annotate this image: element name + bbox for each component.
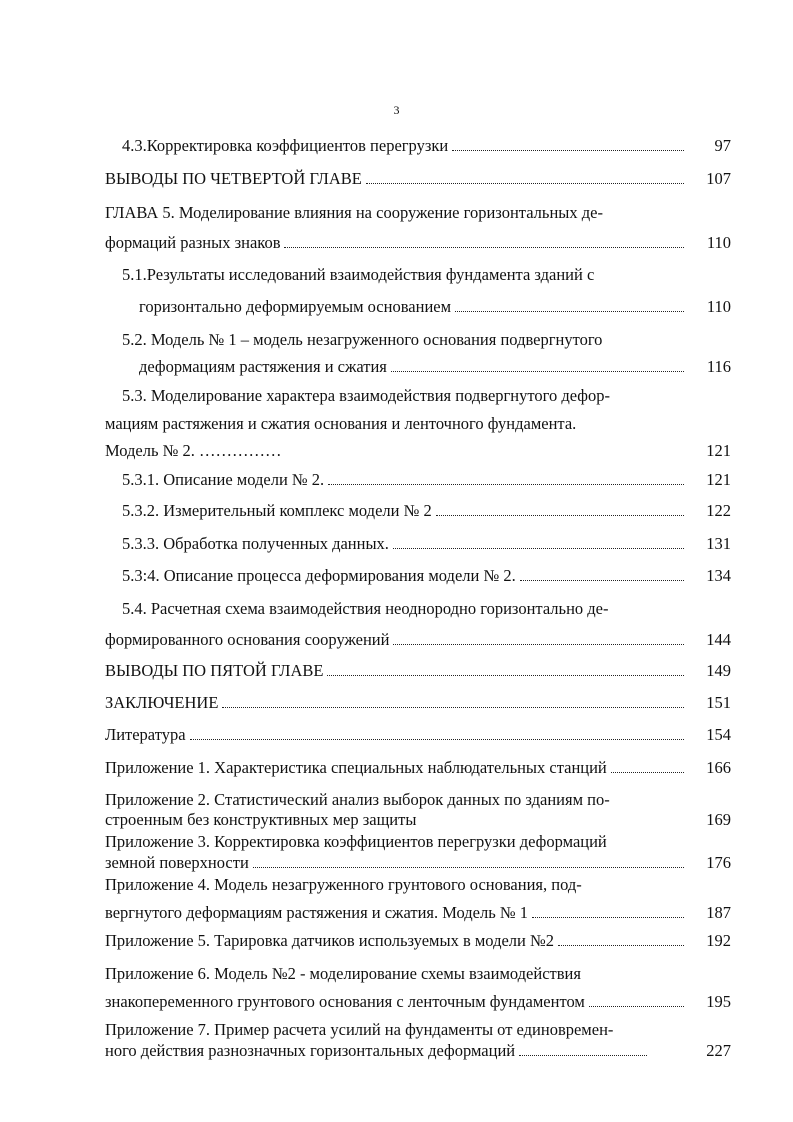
toc-entry-appendix-6: Приложение 6. Модель №2 - моделирование схемы взаимодействия [105,964,581,983]
toc-entry-title: знакопеременного грунтового основания с ленточным фундаментом [105,992,585,1011]
toc-page-number: 166 [706,758,731,777]
toc-entry-appendix-2: Приложение 2. Статистический анализ выборок данных по зданиям по- [105,790,610,809]
toc-entry-5-3: 5.3. Моделирование характера взаимодействия подвергнутого дефор- [122,386,610,405]
toc-entry-5-3-4 [122,566,687,586]
toc-entry-5-3-3 [122,534,687,554]
dot-leader [589,1006,684,1007]
toc-entry-title: 5.3.2. Измерительный комплекс модели № 2 [122,501,432,520]
toc-entry-title: формированного основания сооружений [105,630,390,649]
toc-entry-appendix-7: Приложение 7. Пример расчета усилий на фундаменты от единовремен- [105,1020,614,1039]
toc-entry-5-4: 5.4. Расчетная схема взаимодействия неоднородно горизонтально де- [122,599,609,618]
toc-page-number: 131 [706,534,731,553]
toc-entry-5-2: 5.2. Модель № 1 – модель незагруженного основания подвергнутого [122,330,603,349]
dot-leader [253,867,684,868]
toc-entry-5-2-cont [139,357,687,377]
toc-page-number: 149 [706,661,731,680]
toc-entry-title: вергнутого деформациям растяжения и сжатия. Модель № 1 [105,903,528,922]
toc-entry-appendix-7-cont [105,1041,650,1061]
toc-entry-appendix-4-cont [105,903,687,923]
toc-entry-4-3 [122,136,687,156]
toc-entry-appendix-3-cont [105,853,687,873]
dot-leader [455,311,684,312]
dot-leader [452,150,684,151]
toc-page-number: 121 [706,470,731,489]
toc-entry-title: ВЫВОДЫ ПО ЧЕТВЕРТОЙ ГЛАВЕ [105,169,362,188]
toc-page-number: 107 [706,169,731,188]
toc-entry-literature [105,725,687,745]
toc-entry-5-3-model: Модель № 2. …………… [105,441,282,460]
toc-entry-appendix-1 [105,758,687,778]
toc-entry-5-3-cont: мациям растяжения и сжатия основания и ленточного фундамента. [105,414,577,433]
dot-leader [327,675,684,676]
toc-entry-title: деформациям растяжения и сжатия [139,357,387,376]
toc-page-number: 192 [706,931,731,950]
dot-leader [519,1055,647,1056]
toc-page-number: 227 [706,1041,731,1060]
toc-entry-title: 5.3.3. Обработка полученных данных. [122,534,389,553]
toc-page-number: 110 [706,297,731,316]
toc-entry-conclusions-ch5 [105,661,687,681]
dot-leader [393,644,684,645]
toc-entry-title: Литература [105,725,186,744]
toc-entry-title: ЗАКЛЮЧЕНИЕ [105,693,219,712]
toc-page-number: 195 [706,992,731,1011]
dot-leader [436,515,684,516]
toc-page-number: 122 [706,501,731,520]
toc-page-number: 116 [706,357,731,376]
toc-entry-title: земной поверхности [105,853,249,872]
toc-entry-appendix-3: Приложение 3. Корректировка коэффициентов перегрузки деформаций [105,832,607,851]
toc-entry-title: ВЫВОДЫ ПО ПЯТОЙ ГЛАВЕ [105,661,324,680]
toc-entry-chapter-5: ГЛАВА 5. Моделирование влияния на сооружение горизонтальных де- [105,203,603,222]
toc-entry-5-1: 5.1.Результаты исследований взаимодействия фундамента зданий с [122,265,595,284]
toc-page-number: 151 [706,693,731,712]
toc-entry-title: Приложение 5. Тарировка датчиков используемых в модели №2 [105,931,554,950]
toc-page-number: 187 [706,903,731,922]
toc-entry-title: горизонтально деформируемым основанием [139,297,452,316]
toc-entry-appendix-2-cont: строенным без конструктивных мер защиты [105,810,417,829]
toc-entry-title: Приложение 1. Характеристика специальных наблюдательных станций [105,758,607,777]
toc-entry-title: 5.3:4. Описание процесса деформирования модели № 2. [122,566,516,585]
dot-leader [328,484,684,485]
dot-leader [366,183,684,184]
dot-leader [222,707,684,708]
toc-entry-appendix-5 [105,931,687,951]
page-number: 3 [393,103,400,117]
toc-entry-5-3-2 [122,501,687,521]
toc-entry-title: формаций разных знаков [105,233,281,252]
toc-page-number: 154 [706,725,731,744]
toc-page-number: 144 [706,630,731,649]
toc-entry-title: 4.3.Корректировка коэффициентов перегрузки [122,136,449,155]
toc-entry-5-3-1 [122,470,687,490]
toc-page-number: 134 [706,566,731,585]
toc-entry-5-1-cont [139,297,687,317]
dot-leader [284,247,684,248]
toc-page-number: 121 [706,441,731,460]
dot-leader [558,945,684,946]
toc-entry-title: 5.3.1. Описание модели № 2. [122,470,325,489]
dot-leader [190,739,684,740]
toc-entry-5-4-cont [105,630,687,650]
toc-entry-chapter-5-cont [105,233,687,253]
dot-leader [393,548,684,549]
toc-page-number: 169 [706,810,731,829]
dot-leader [532,917,684,918]
toc-entry-appendix-4: Приложение 4. Модель незагруженного грунтового основания, под- [105,875,582,894]
dot-leader [611,772,684,773]
toc-entry-appendix-6-cont [105,992,687,1012]
toc-entry-conclusion [105,693,687,713]
toc-entry-title: ного действия разнозначных горизонтальных деформаций [105,1041,516,1060]
toc-page-number: 176 [706,853,731,872]
toc-entry-conclusions-ch4 [105,169,687,189]
toc-page-number: 97 [714,136,731,155]
toc-page-number: 110 [706,233,731,252]
dot-leader [520,580,684,581]
dot-leader [391,371,684,372]
